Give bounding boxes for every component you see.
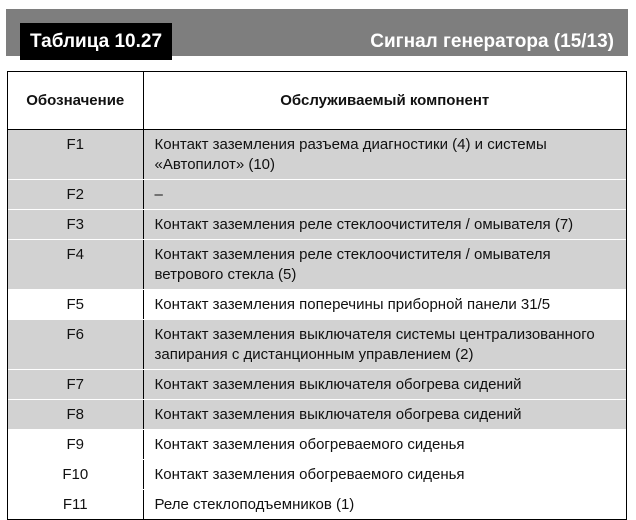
table-row	[8, 289, 626, 319]
row-description: Контакт заземления разъема диагностики (4) и системы «Автопилот» (10)	[143, 129, 626, 179]
row-code: F7	[8, 369, 143, 399]
row-code: F10	[8, 459, 143, 489]
table-row	[8, 399, 626, 429]
row-description: Контакт заземления реле стеклоочистителя / омывателя ветрового стекла (5)	[143, 239, 626, 289]
table-row	[8, 459, 626, 489]
row-code: F2	[8, 179, 143, 209]
table-header-bar	[6, 9, 628, 56]
table-row	[8, 369, 626, 399]
table-row	[8, 129, 626, 179]
row-code: F8	[8, 399, 143, 429]
row-code: F9	[8, 429, 143, 459]
table-row	[8, 429, 626, 459]
row-code: F1	[8, 129, 143, 179]
row-description: Контакт заземления поперечины приборной панели 31/5	[143, 289, 626, 319]
row-code: F4	[8, 239, 143, 289]
row-description: Контакт заземления обогреваемого сиденья	[143, 429, 626, 459]
table-row	[8, 239, 626, 289]
row-description: Контакт заземления реле стеклоочистителя / омывателя (7)	[143, 209, 626, 239]
table-row	[8, 489, 626, 519]
row-description: Контакт заземления выключателя обогрева сидений	[143, 369, 626, 399]
row-code: F3	[8, 209, 143, 239]
row-description: Контакт заземления обогреваемого сиденья	[143, 459, 626, 489]
row-description: Контакт заземления выключателя обогрева сидений	[143, 399, 626, 429]
fuse-table	[7, 71, 627, 520]
row-code: F6	[8, 319, 143, 369]
row-code: F11	[8, 489, 143, 519]
table-title: Сигнал генератора (15/13)	[370, 31, 614, 52]
table-header-row	[8, 72, 626, 129]
column-header-designation: Обозначение	[8, 72, 143, 129]
row-code: F5	[8, 289, 143, 319]
row-description: Реле стеклоподъемников (1)	[154, 495, 355, 513]
table-number-label: Таблица 10.27	[20, 23, 172, 60]
table-row	[8, 179, 626, 209]
row-description: –	[143, 179, 626, 209]
table-row	[8, 209, 626, 239]
row-description: Контакт заземления выключателя системы централизованного запирания с дистанционным управлением (2)	[143, 319, 626, 369]
table-row	[8, 319, 626, 369]
column-header-component: Обслуживаемый компонент	[143, 72, 626, 129]
